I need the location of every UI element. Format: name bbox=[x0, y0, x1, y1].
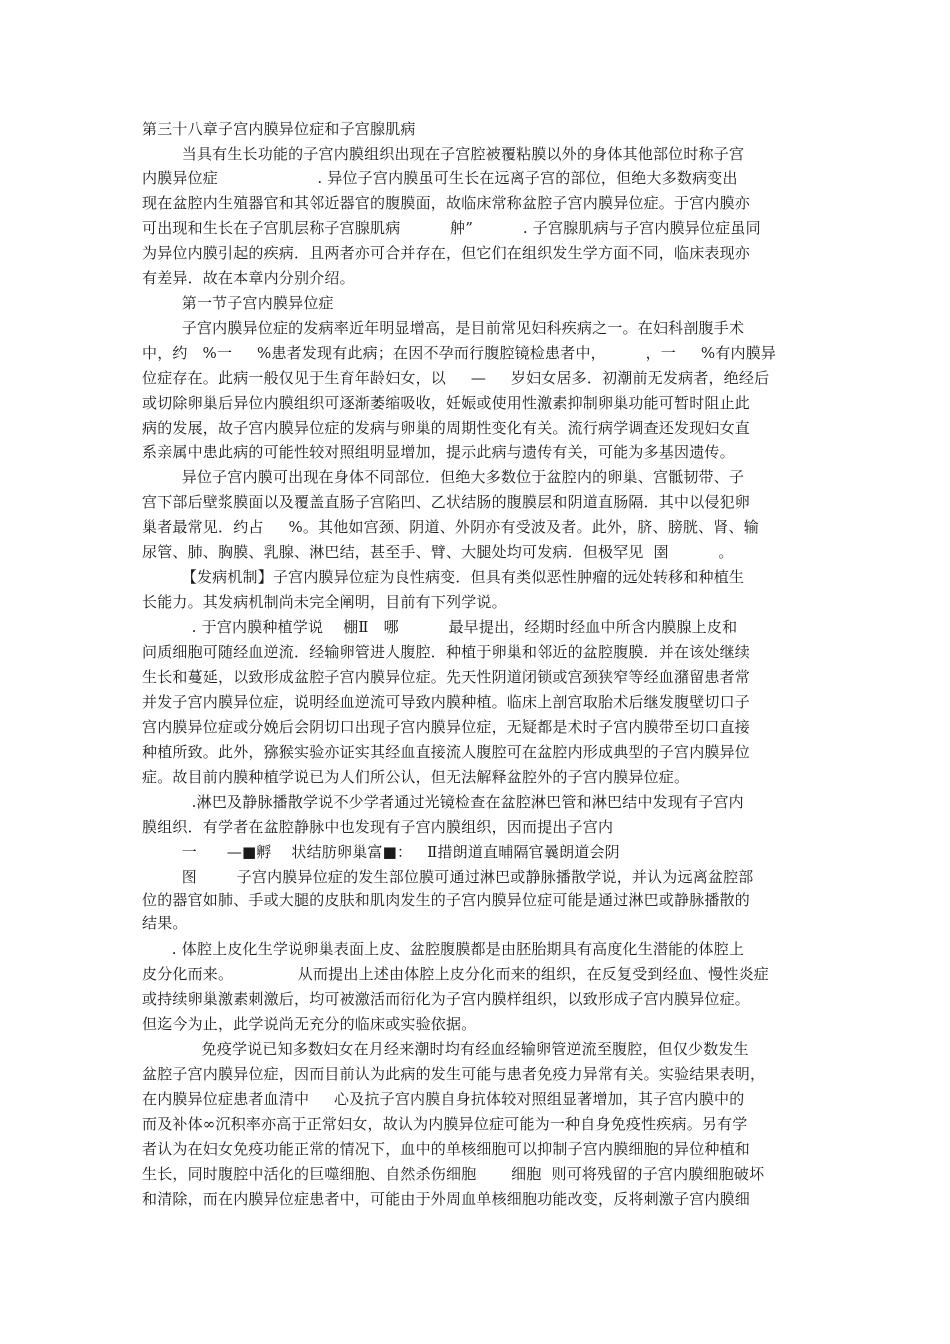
text-line: 结果。 bbox=[142, 914, 188, 932]
text-line: 为异位内膜引起的疾病．且两者亦可合并存在，但它们在组织发生学方面不同，临床表现亦 bbox=[142, 244, 751, 262]
text-line: 有差异．故在本章内分别介绍。 bbox=[142, 269, 355, 287]
text-line: 中，约 %一 %患者发现有此病；在因不孕而行腹腔镜检患者中， ，一 %有内膜异 bbox=[142, 344, 777, 362]
text-line: 生长，同时腹腔中活化的巨噬细胞、自然杀伤细胞 细胞 则可将残留的子宫内膜细胞破坏 bbox=[142, 1165, 765, 1183]
text-line: 一 —■孵 状结肪卵巢富■： Ⅱ措朗道直晡隔官曩朗道会阴 bbox=[142, 843, 620, 861]
text-line: 但迄今为止，此学说尚无充分的临床或实验依据。 bbox=[142, 1015, 477, 1033]
chapter-title: 第三十八章子宫内膜异位症和子宫腺肌病 bbox=[142, 120, 416, 138]
text-line: 宫内膜异位症或分娩后会阴切口出现子宫内膜异位症，无疑都是术时子宫内膜带至切口直接 bbox=[142, 718, 751, 736]
text-line: 位症存在。此病一般仅见于生育年龄妇女，以 — 岁妇女居多．初潮前无发病者，绝经后 bbox=[142, 369, 770, 387]
text-line: 当具有生长功能的子宫内膜组织出现在子宫腔被覆粘膜以外的身体其他部位时称子宫 bbox=[142, 145, 745, 163]
text-line: 宫下部后壁浆膜面以及覆盖直肠子宫陷凹、乙状结肠的腹膜层和阴道直肠隔．其中以侵犯卵 bbox=[142, 493, 751, 511]
text-line: . 于宫内膜种植学说 棚Ⅱ 哪 最早提出，经期时经血中所含内膜腺上皮和 bbox=[142, 618, 738, 636]
text-line: .淋巴及静脉播散学说不少学者通过光镜检查在盆腔淋巴管和淋巴结中发现有子宫内 bbox=[142, 793, 744, 811]
text-line: 长能力。其发病机制尚未完全阐明，目前有下列学说。 bbox=[142, 593, 507, 611]
text-line: 异位子宫内膜可出现在身体不同部位．但绝大多数位于盆腔内的卵巢、宫骶韧带、子 bbox=[142, 468, 745, 486]
text-line: 者认为在妇女免疫功能正常的情况下，血中的单核细胞可以抑制子宫内膜细胞的异位种植和 bbox=[142, 1140, 751, 1158]
text-line: 位的器官如肺、手或大腿的皮肤和肌肉发生的子宫内膜异位症可能是通过淋巴或静脉播散的 bbox=[142, 891, 751, 909]
text-line: 病的发展，故子宫内膜异位症的发病与卵巢的周期性变化有关。流行病学调查还发现妇女直 bbox=[142, 419, 751, 437]
text-line: 和清除，而在内膜异位症患者中，可能由于外周血单核细胞功能改变，反将刺激子宫内膜细 bbox=[142, 1190, 751, 1208]
text-line: 第一节子宫内膜异位症 bbox=[142, 294, 334, 312]
text-line: 可出现和生长在子宫肌层称子宫腺肌病 舯” . 子宫腺肌病与子宫内膜异位症虽同 bbox=[142, 219, 761, 237]
text-line: 图 子宫内膜异位症的发生部位膜可通过淋巴或静脉播散学说，并认为远离盆腔部 bbox=[142, 868, 754, 886]
text-line: 巢者最常见．约占 %。其他如宫颈、阴道、外阴亦有受波及者。此外，脐、膀胱、肾、输 bbox=[142, 518, 759, 536]
text-line: 并发子宫内膜异位症，说明经血逆流可导致内膜种植。临床上剖宫取胎术后继发腹壁切口子 bbox=[142, 693, 751, 711]
text-line: 而及补体∞沉积率亦高于正常妇女，故认为内膜异位症可能为一种自身免疫性疾病。另有学 bbox=[142, 1115, 748, 1133]
text-line: 在内膜异位症患者血清中 心及抗子宫内膜自身抗体较对照组显著增加，其子宫内膜中的 bbox=[142, 1090, 745, 1108]
text-line: 盆腔子宫内膜异位症，因而目前认为此病的发生可能与患者免疫力异常有关。实验结果表明， bbox=[142, 1065, 766, 1083]
text-line: 【发病机制】子宫内膜异位症为良性病变．但具有类似恶性肿瘤的远处转移和种植生 bbox=[142, 568, 745, 586]
text-line: 免疫学说已知多数妇女在月经来潮时均有经血经输卵管逆流至腹腔，但仅少数发生 bbox=[142, 1040, 749, 1058]
text-line: 种植所致。此外，猕猴实验亦证实其经血直接流人腹腔可在盆腔内形成典型的子宫内膜异位 bbox=[142, 743, 751, 761]
text-line: 系亲属中患此病的可能性较对照组明显增加，提示此病与遗传有关，可能为多基因遗传。 bbox=[142, 443, 735, 461]
text-line: . 体腔上皮化生学说卵巢表面上皮、盆腔腹膜都是由胚胎期具有高度化生潜能的体腔上 bbox=[142, 940, 745, 958]
text-line: 子宫内膜异位症的发病率近年明显增高，是目前常见妇科疾病之一。在妇科剖腹手术 bbox=[142, 319, 745, 337]
text-line: 现在盆腔内生殖器官和其邻近器官的腹膜面，故临床常称盆腔子宫内膜异位症。于宫内膜亦 bbox=[142, 194, 751, 212]
text-line: 或持续卵巢激素刺激后，均可被激活而衍化为子宫内膜样组织，以致形成子宫内膜异位症。 bbox=[142, 990, 751, 1008]
text-line: 内膜异位症 . 异位子宫内膜虽可生长在远离子宫的部位，但绝大多数病变出 bbox=[142, 169, 738, 187]
text-line: 膜组织．有学者在盆腔静脉中也发现有子宫内膜组织，因而提出子宫内 bbox=[142, 818, 614, 836]
text-line: 生长和蔓延，以致形成盆腔子宫内膜异位症。先天性阴道闭锁或宫颈狭窄等经血潴留患者常 bbox=[142, 668, 751, 686]
text-line: 问质细胞可随经血逆流．经输卵管进人腹腔．种植于卵巢和邻近的盆腔腹膜．并在该处继续 bbox=[142, 643, 751, 661]
text-line: 皮分化而来。 从而提出上述由体腔上皮分化而来的组织，在反复受到经血、慢性炎症 bbox=[142, 965, 769, 983]
text-line: 症。故目前内膜种植学说已为人们所公认，但无法解释盆腔外的子宫内膜异位症。 bbox=[142, 768, 690, 786]
text-line: 尿管、肺、胸膜、乳腺、淋巴结，甚至手、臂、大腿处均可发病．但极罕见 圉 。 bbox=[142, 543, 734, 561]
text-line: 或切除卵巢后异位内膜组织可逐渐萎缩吸收，妊娠或使用性激素抑制卵巢功能可暂时阻止此 bbox=[142, 394, 751, 412]
